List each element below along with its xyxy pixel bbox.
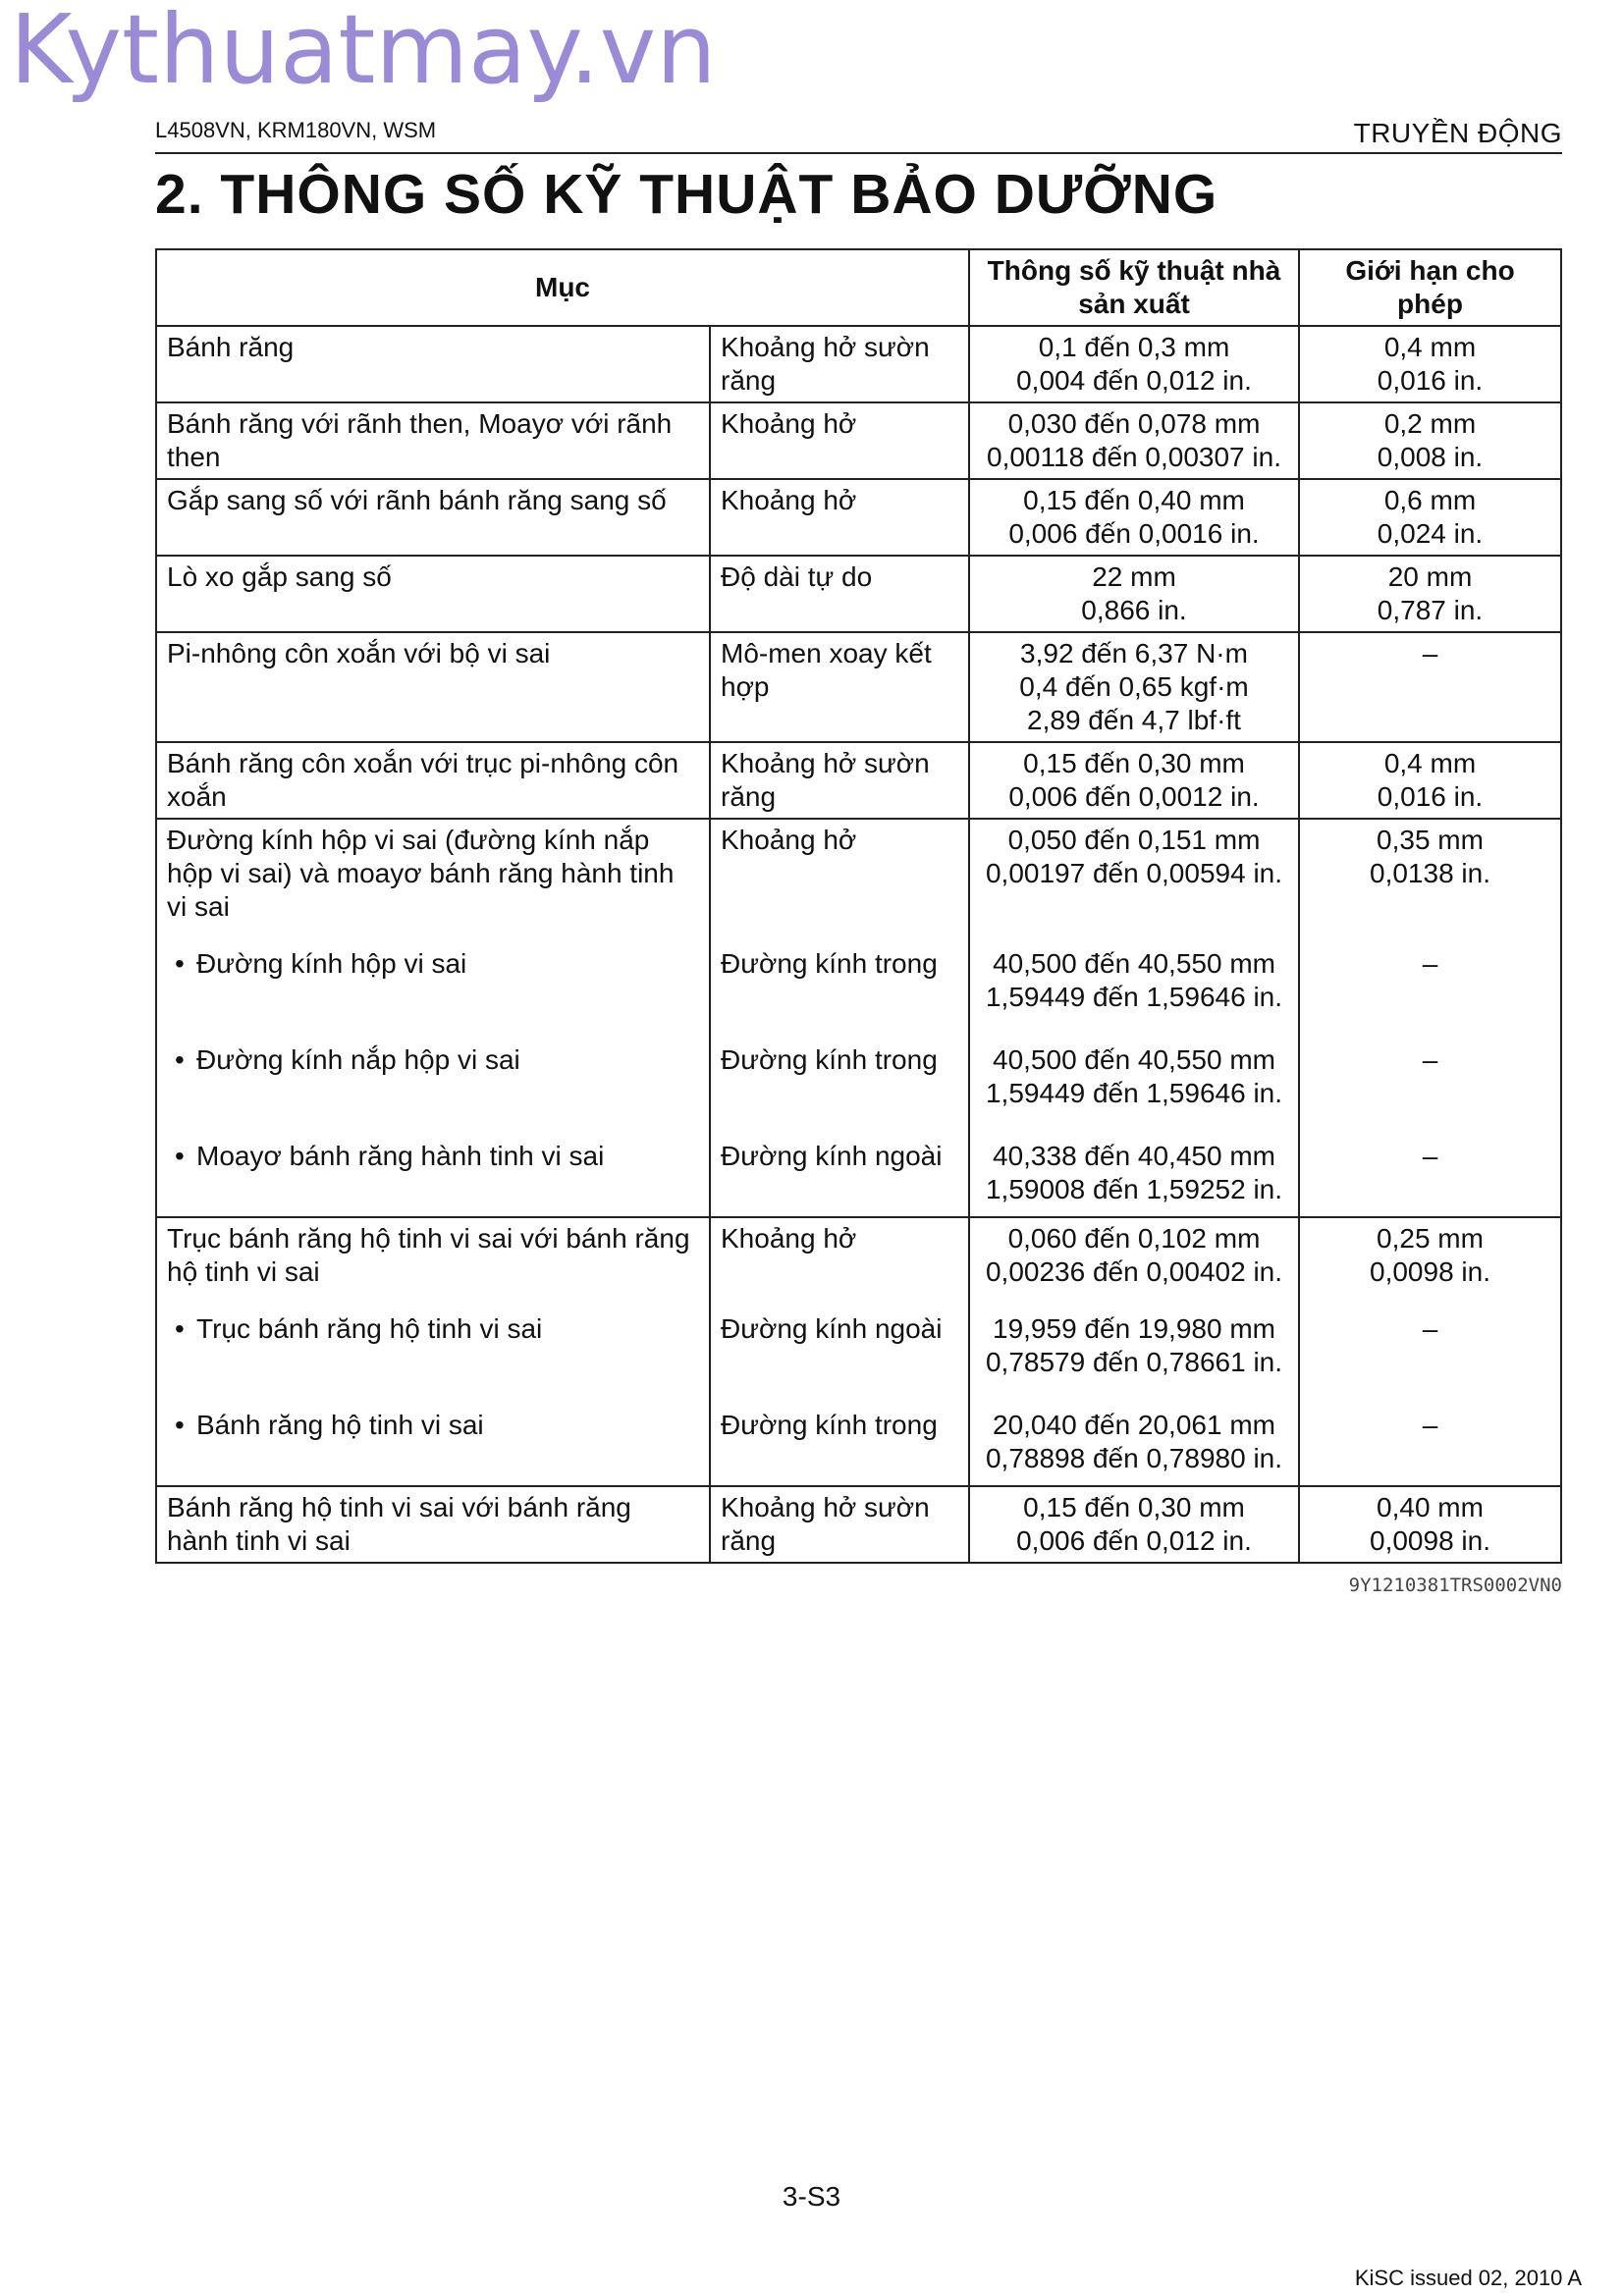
cell-factory-spec — [969, 1389, 1299, 1486]
item-label: Đường kính nắp hộp vi sai — [196, 1044, 520, 1075]
cell-factory-spec — [969, 632, 1299, 742]
spec-value: 2,89 đến 4,7 lbf·ft — [1027, 705, 1241, 735]
spec-value: 3,92 đến 6,37 N·m — [1020, 638, 1248, 668]
cell-parameter: Đường kính ngoài — [710, 1293, 969, 1389]
limit-value: 0,0098 in. — [1370, 1256, 1490, 1287]
spec-value: 22 mm — [1092, 561, 1176, 592]
cell-parameter: Đường kính trong — [710, 1024, 969, 1120]
spec-value: 0,004 đến 0,012 in. — [1016, 365, 1252, 396]
spec-value: 1,59008 đến 1,59252 in. — [985, 1174, 1283, 1204]
limit-value: 0,6 mm — [1383, 485, 1477, 515]
cell-item: Bánh răng côn xoắn với trục pi-nhông côn xoắn — [156, 742, 710, 819]
cell-factory-spec — [969, 326, 1299, 402]
header-factory-spec: Thông số kỹ thuật nhà sản xuất — [969, 249, 1299, 326]
spec-value: 0,00118 đến 0,00307 in. — [987, 442, 1281, 472]
item-label: Moayơ bánh răng hành tinh vi sai — [196, 1141, 605, 1171]
spec-value: 20,040 đến 20,061 mm — [993, 1410, 1275, 1440]
limit-value: 20 mm — [1387, 561, 1473, 592]
service-spec-table — [155, 248, 1562, 1564]
cell-item: Bánh răng — [156, 326, 710, 402]
cell-allowable-limit — [1299, 479, 1561, 556]
cell-parameter: Độ dài tự do — [710, 556, 969, 632]
bullet-icon: • — [175, 1141, 185, 1171]
header-model-list: L4508VN, KRM180VN, WSM — [155, 118, 437, 142]
table-body — [156, 326, 1561, 1563]
bullet-icon: • — [175, 948, 185, 979]
spec-value: 0,15 đến 0,30 mm — [1023, 1492, 1245, 1522]
cell-allowable-limit — [1299, 928, 1561, 1024]
cell-parameter: Khoảng hở sườn răng — [710, 742, 969, 819]
item-label: Đường kính hộp vi sai — [196, 948, 467, 979]
cell-allowable-limit — [1299, 1120, 1561, 1217]
cell-allowable-limit — [1299, 819, 1561, 928]
spec-value: 0,15 đến 0,30 mm — [1023, 748, 1245, 778]
limit-value: – — [1422, 1410, 1438, 1440]
spec-value: 0,866 in. — [1081, 595, 1187, 625]
cell-factory-spec — [969, 1217, 1299, 1293]
table-row — [156, 1024, 1561, 1120]
spec-value: 0,78579 đến 0,78661 in. — [985, 1347, 1283, 1377]
spec-value: 1,59449 đến 1,59646 in. — [985, 1078, 1283, 1108]
cell-allowable-limit — [1299, 326, 1561, 402]
table-row — [156, 632, 1561, 742]
limit-value: 0,016 in. — [1377, 781, 1484, 812]
cell-parameter: Đường kính ngoài — [710, 1120, 969, 1217]
header-section-title: TRUYỀN ĐỘNG — [1353, 118, 1562, 148]
table-row — [156, 556, 1561, 632]
spec-value: 40,338 đến 40,450 mm — [993, 1141, 1275, 1171]
cell-parameter: Khoảng hở sườn răng — [710, 326, 969, 402]
limit-value: 0,35 mm — [1377, 825, 1484, 855]
table-row — [156, 928, 1561, 1024]
cell-item: Đường kính hộp vi sai (đường kính nắp hộp vi sai) và moayơ bánh răng hành tinh vi sai — [156, 819, 710, 928]
spec-value: 0,030 đến 0,078 mm — [1007, 408, 1261, 439]
limit-value: 0,4 mm — [1383, 332, 1477, 362]
limit-value: 0,25 mm — [1377, 1223, 1484, 1254]
spec-value: 19,959 đến 19,980 mm — [993, 1313, 1275, 1344]
cell-item: Bánh răng hộ tinh vi sai với bánh răng hành tinh vi sai — [156, 1486, 710, 1563]
cell-allowable-limit — [1299, 742, 1561, 819]
cell-item: Bánh răng với rãnh then, Moayơ với rãnh then — [156, 402, 710, 479]
header-divider — [155, 152, 1562, 154]
page-title: 2. THÔNG SỐ KỸ THUẬT BẢO DƯỠNG — [155, 163, 1218, 226]
limit-value: 0,787 in. — [1377, 595, 1484, 625]
table-row — [156, 1389, 1561, 1486]
watermark: Kythuatmay.vn — [10, 0, 717, 105]
cell-allowable-limit — [1299, 1486, 1561, 1563]
cell-parameter: Đường kính trong — [710, 1389, 969, 1486]
spec-value: 0,006 đến 0,0016 in. — [1008, 518, 1260, 549]
cell-allowable-limit — [1299, 1217, 1561, 1293]
table-row — [156, 1293, 1561, 1389]
cell-parameter: Khoảng hở — [710, 479, 969, 556]
limit-value: 0,4 mm — [1383, 748, 1477, 778]
table-row — [156, 326, 1561, 402]
spec-value: 0,050 đến 0,151 mm — [1007, 825, 1261, 855]
limit-value: 0,024 in. — [1377, 518, 1484, 549]
cell-allowable-limit — [1299, 402, 1561, 479]
cell-item: Pi-nhông côn xoắn với bộ vi sai — [156, 632, 710, 742]
issue-footer: KiSC issued 02, 2010 A — [1354, 2266, 1582, 2290]
limit-value: 0,2 mm — [1383, 408, 1477, 439]
limit-value: 0,0138 in. — [1370, 858, 1490, 888]
cell-allowable-limit — [1299, 556, 1561, 632]
table-row — [156, 1120, 1561, 1217]
cell-item: Lò xo gắp sang số — [156, 556, 710, 632]
cell-parameter: Đường kính trong — [710, 928, 969, 1024]
item-label: Trục bánh răng hộ tinh vi sai — [196, 1313, 543, 1344]
cell-parameter: Khoảng hở sườn răng — [710, 1486, 969, 1563]
header-allowable-limit: Giới hạn cho phép — [1299, 249, 1561, 326]
cell-allowable-limit — [1299, 632, 1561, 742]
spec-value: 0,006 đến 0,0012 in. — [1008, 781, 1260, 812]
bullet-icon: • — [175, 1410, 185, 1440]
cell-factory-spec — [969, 742, 1299, 819]
cell-item — [156, 1120, 710, 1217]
cell-factory-spec — [969, 1120, 1299, 1217]
spec-value: 0,15 đến 0,40 mm — [1023, 485, 1245, 515]
spec-value: 40,500 đến 40,550 mm — [993, 948, 1275, 979]
spec-value: 0,060 đến 0,102 mm — [1007, 1223, 1261, 1254]
cell-item — [156, 1389, 710, 1486]
cell-allowable-limit — [1299, 1293, 1561, 1389]
limit-value: – — [1422, 948, 1438, 979]
limit-value: – — [1422, 1044, 1438, 1075]
table-row — [156, 819, 1561, 928]
bullet-icon: • — [175, 1313, 185, 1344]
cell-item — [156, 1293, 710, 1389]
limit-value: – — [1422, 1313, 1438, 1344]
limit-value: – — [1422, 638, 1438, 668]
cell-allowable-limit — [1299, 1389, 1561, 1486]
spec-value: 0,00197 đến 0,00594 in. — [985, 858, 1283, 888]
limit-value: 0,40 mm — [1377, 1492, 1484, 1522]
table-header-row — [156, 249, 1561, 326]
cell-factory-spec — [969, 1024, 1299, 1120]
spec-value: 0,00236 đến 0,00402 in. — [985, 1256, 1283, 1287]
cell-parameter: Mô-men xoay kết hợp — [710, 632, 969, 742]
item-label: Bánh răng hộ tinh vi sai — [196, 1410, 484, 1440]
cell-item: Gắp sang số với rãnh bánh răng sang số — [156, 479, 710, 556]
document-code: 9Y1210381TRS0002VN0 — [1348, 1575, 1562, 1596]
table-row — [156, 1217, 1561, 1293]
spec-value: 1,59449 đến 1,59646 in. — [985, 982, 1283, 1012]
cell-factory-spec — [969, 556, 1299, 632]
cell-item — [156, 928, 710, 1024]
limit-value: – — [1422, 1141, 1438, 1171]
page-number: 3-S3 — [782, 2181, 841, 2212]
header-item: Mục — [156, 249, 969, 326]
cell-parameter: Khoảng hở — [710, 1217, 969, 1293]
spec-value: 0,006 đến 0,012 in. — [1016, 1525, 1252, 1556]
cell-factory-spec — [969, 928, 1299, 1024]
limit-value: 0,016 in. — [1377, 365, 1484, 396]
cell-allowable-limit — [1299, 1024, 1561, 1120]
spec-value: 0,1 đến 0,3 mm — [1038, 332, 1230, 362]
bullet-icon: • — [175, 1044, 185, 1075]
cell-factory-spec — [969, 1486, 1299, 1563]
cell-factory-spec — [969, 402, 1299, 479]
cell-parameter: Khoảng hở — [710, 402, 969, 479]
cell-factory-spec — [969, 819, 1299, 928]
cell-factory-spec — [969, 479, 1299, 556]
limit-value: 0,0098 in. — [1370, 1525, 1490, 1556]
spec-value: 40,500 đến 40,550 mm — [993, 1044, 1275, 1075]
cell-item: Trục bánh răng hộ tinh vi sai với bánh răng hộ tinh vi sai — [156, 1217, 710, 1293]
table-row — [156, 479, 1561, 556]
cell-parameter: Khoảng hở — [710, 819, 969, 928]
cell-factory-spec — [969, 1293, 1299, 1389]
spec-value: 0,78898 đến 0,78980 in. — [985, 1443, 1283, 1473]
cell-item — [156, 1024, 710, 1120]
table-row — [156, 1486, 1561, 1563]
table-row — [156, 742, 1561, 819]
table-row — [156, 402, 1561, 479]
spec-value: 0,4 đến 0,65 kgf·m — [1019, 671, 1249, 702]
limit-value: 0,008 in. — [1377, 442, 1484, 472]
